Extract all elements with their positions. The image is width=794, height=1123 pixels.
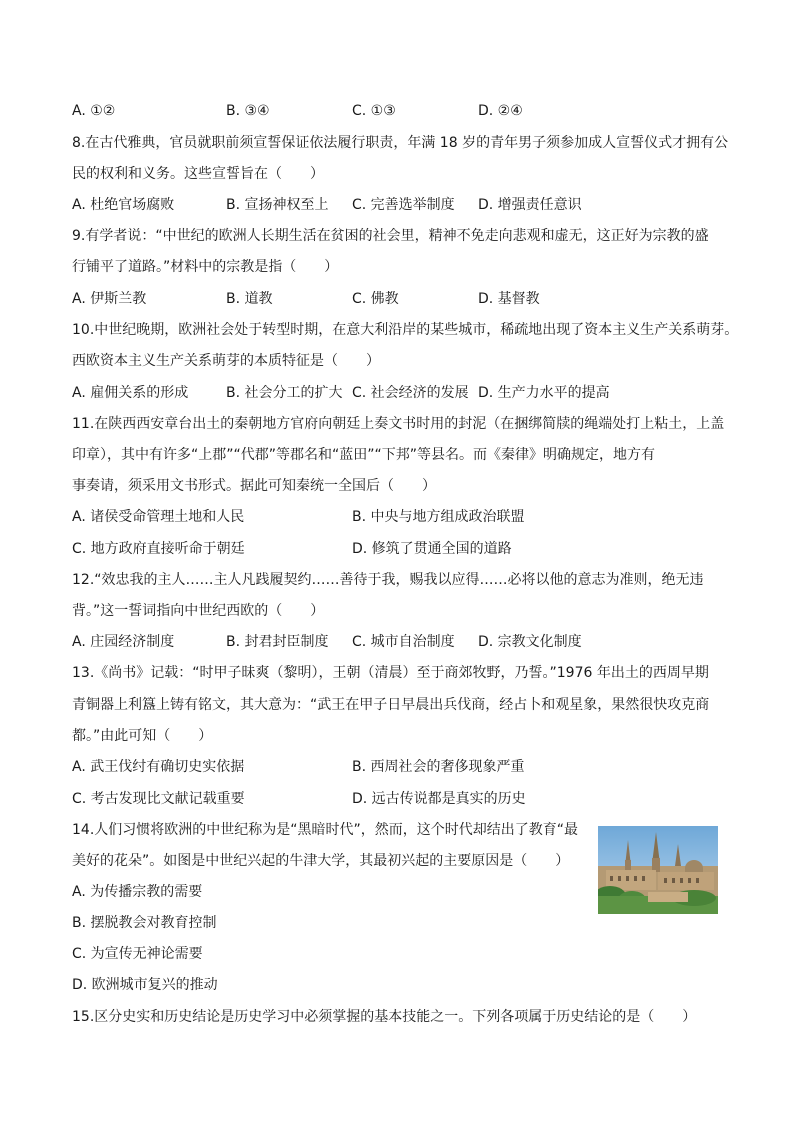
q15-stem-line-1: 15.区分史实和历史结论是历史学习中必须掌握的基本技能之一。下列各项属于历史结论的是（ ） [72, 1009, 697, 1025]
q8-stem-line-1: 8.在古代雅典，官员就职前须宣誓保证依法履行职责，年满 18 岁的青年男子须参加成人宣誓仪式才拥有公 [72, 135, 729, 151]
q11-option-c: C. 地方政府直接听命于朝廷 [72, 541, 245, 557]
q8-option-a: A. 杜绝官场腐败 [72, 197, 175, 213]
oxford-university-photo [598, 826, 718, 914]
q12-option-b: B. 封君封臣制度 [226, 634, 329, 650]
q11-stem-line-2: 印章），其中有许多“上郡”“代郡”等郡名和“蓝田”“下邦”等县名。而《秦律》明确规定，地方有 [72, 447, 656, 463]
q13-option-d: D. 远古传说都是真实的历史 [352, 791, 526, 807]
q14-option-c: C. 为宣传无神论需要 [72, 946, 203, 962]
q7-option-a: A. ①② [72, 103, 116, 119]
q13-option-b: B. 西周社会的奢侈现象严重 [352, 759, 525, 775]
q12-stem-line-2: 背。”这一誓词指向中世纪西欧的（ ） [72, 603, 325, 619]
q13-stem-line-3: 都。”由此可知（ ） [72, 728, 213, 744]
q14-option-a: A. 为传播宗教的需要 [72, 884, 203, 900]
q10-option-d: D. 生产力水平的提高 [478, 385, 610, 401]
q11-stem-line-3: 事奏请，须采用文书形式。据此可知秦统一全国后（ ） [72, 478, 436, 494]
q13-stem-line-2: 青铜器上利簋上铸有铭文，其大意为：“武王在甲子日早晨出兵伐商，经占卜和观星象，果然很快攻克商 [72, 697, 710, 713]
q7-option-c: C. ①③ [352, 103, 396, 119]
q10-option-c: C. 社会经济的发展 [352, 385, 469, 401]
q10-option-b: B. 社会分工的扩大 [226, 385, 343, 401]
q14-stem-line-1: 14.人们习惯将欧洲的中世纪称为是“黑暗时代”，然而，这个时代却结出了教育“最 [72, 822, 579, 838]
q12-option-c: C. 城市自治制度 [352, 634, 455, 650]
q10-stem-line-1: 10.中世纪晚期，欧洲社会处于转型时期，在意大利沿岸的某些城市，稀疏地出现了资本主义生产关系萌芽。 [72, 322, 739, 338]
q13-option-c: C. 考古发现比文献记载重要 [72, 791, 245, 807]
q9-option-c: C. 佛教 [352, 291, 399, 307]
q9-option-b: B. 道教 [226, 291, 273, 307]
q12-stem-line-1: 12.“效忠我的主人……主人凡践履契约……善待于我，赐我以应得……必将以他的意志为准则，绝无违 [72, 572, 704, 588]
q7-option-b: B. ③④ [226, 103, 270, 119]
q8-option-d: D. 增强责任意识 [478, 197, 582, 213]
q9-option-d: D. 基督教 [478, 291, 540, 307]
q12-option-d: D. 宗教文化制度 [478, 634, 582, 650]
q13-option-a: A. 武王伐纣有确切史实依据 [72, 759, 245, 775]
q9-stem-line-1: 9.有学者说：“中世纪的欧洲人长期生活在贫困的社会里，精神不免走向悲观和虚无，这正好为宗教的盛 [72, 228, 709, 244]
q14-option-d: D. 欧洲城市复兴的推动 [72, 977, 218, 993]
q14-option-b: B. 摆脱教会对教育控制 [72, 915, 217, 931]
q8-option-c: C. 完善选举制度 [352, 197, 455, 213]
q11-option-a: A. 诸侯受命管理土地和人民 [72, 509, 245, 525]
q13-stem-line-1: 13.《尚书》记载：“时甲子昧爽（黎明），王朝（清晨）至于商郊牧野，乃誓。”1976 年出土的西周早期 [72, 665, 709, 681]
q8-option-b: B. 宣扬神权至上 [226, 197, 329, 213]
q7-option-d: D. ②④ [478, 103, 523, 119]
q11-option-b: B. 中央与地方组成政治联盟 [352, 509, 525, 525]
q9-option-a: A. 伊斯兰教 [72, 291, 147, 307]
q10-option-a: A. 雇佣关系的形成 [72, 385, 189, 401]
q14-stem-line-2: 美好的花朵”。如图是中世纪兴起的牛津大学，其最初兴起的主要原因是（ ） [72, 853, 570, 869]
q8-stem-line-2: 民的权利和义务。这些宣誓旨在（ ） [72, 166, 324, 182]
q9-stem-line-2: 行铺平了道路。”材料中的宗教是指（ ） [72, 259, 339, 275]
q11-stem-line-1: 11.在陕西西安章台出土的秦朝地方官府向朝廷上奏文书时用的封泥（在捆绑简牍的绳端处打上粘土，上盖 [72, 416, 725, 432]
q10-stem-line-2: 西欧资本主义生产关系萌芽的本质特征是（ ） [72, 353, 380, 369]
q12-option-a: A. 庄园经济制度 [72, 634, 175, 650]
q11-option-d: D. 修筑了贯通全国的道路 [352, 541, 512, 557]
